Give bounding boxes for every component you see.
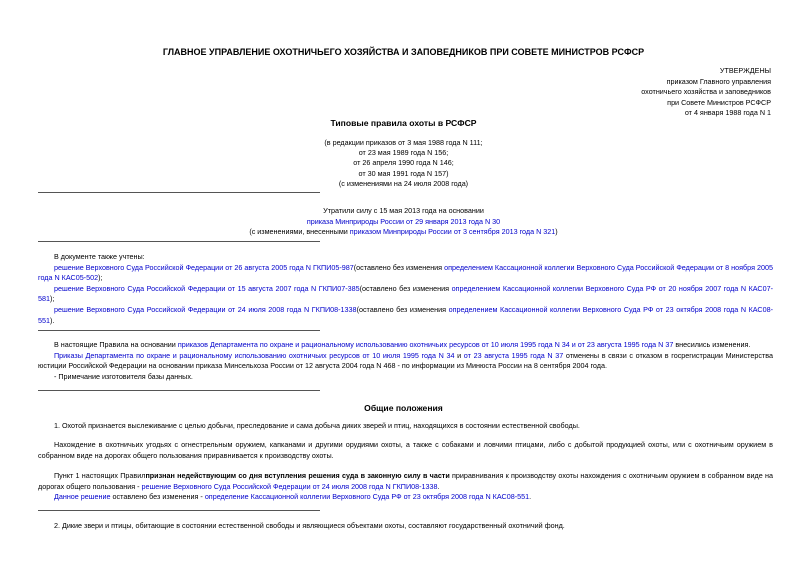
note-text: отменены в связи с отказом в госрегистрации Министерства юстиции Российской Федерации на основании приказа Минсельхоза России от 12 августа 2004 года N 468 - по информации из Минюста России на 8 сентября 2004 года. [38,350,774,371]
divider [38,390,320,391]
considered-block [38,252,773,326]
note-text: В настоящие Правила на основании [54,340,178,349]
court-decision-link[interactable]: решение Верховного Суда Российской Федерации от 15 августа 2007 года N ГКПИ07-385 [54,283,360,293]
considered-text: ); [50,294,55,304]
considered-text: (оставлено без изменения [353,262,445,272]
considered-text: (оставлено без изменения [356,304,449,314]
note-paragraph [38,351,773,372]
edition-line: от 26 апреля 1990 года N 146; [353,158,454,168]
considered-item [38,305,773,326]
court-decision-link[interactable]: решение Верховного Суда Российской Федерации от 26 августа 2005 года N ГКПИ05-987 [54,262,354,272]
body-text: . [437,481,440,491]
amendment-order-link[interactable]: приказом Минприроды России от 3 сентября 2013 года N 321 [349,227,556,237]
approval-line: приказом Главного управления [666,76,771,86]
body-paragraph-amended [38,471,773,492]
edition-line: от 30 мая 1991 года N 157) [358,168,449,178]
document-title: Типовые правила охоты в РСФСР [330,118,477,128]
db-note: - Примечание изготовителя базы данных. [54,371,193,381]
divider [38,241,320,242]
department-order-34-link[interactable]: Приказы Департамента по охране и рациональному использованию охотничьих ресурсов от 10 июля 1995 года N 34 [54,350,455,360]
repeal-line: Утратили силу с 15 мая 2013 года на основании [323,206,484,215]
department-order-37-link[interactable]: от 23 августа 1995 года N 37 [463,350,564,360]
divider [38,192,320,193]
editions-block [260,138,547,189]
edition-line: (в редакции приказов от 3 мая 1988 года N 111; [324,138,483,147]
body-text: . [529,492,532,501]
considered-text: ). [50,315,55,325]
repeal-text: (с изменениями, внесенными [249,227,350,237]
body-text: оставлено без изменения - [110,492,205,501]
department-orders-link[interactable]: приказов Департамента по охране и рациональному использованию охотничьих ресурсов от 10 июля 1995 года N 34 и от 23 августа 1995 года N 37 [177,340,674,349]
considered-text: ); [98,273,103,283]
body-text: приравнивания к производству охоты нахождения с охотничьим оружием в собранном виде на дорогах общего пользования - [38,471,773,491]
header-title: ГЛАВНОЕ УПРАВЛЕНИЕ ОХОТНИЧЬЕГО ХОЗЯЙСТВА И ЗАПОВЕДНИКОВ ПРИ СОВЕТЕ МИНИСТРОВ РСФСР [162,47,645,57]
body-paragraph: 1. Охотой признается выслеживание с целью добычи, преследование и сама добыча диких зверей и птиц, находящихся в состоянии естественной свободы. [54,421,580,430]
court-decision-link[interactable]: решение Верховного Суда Российской Федерации от 24 июля 2008 года N ГКПИ08-1338 [141,481,438,491]
invalid-notice: признан недействующим со дня вступления решения суда в законную силу в части [145,471,450,480]
edition-line: от 23 мая 1989 года N 156; [358,148,449,158]
decision-link[interactable]: Данное решение [54,492,111,501]
body-paragraph: 2. Дикие звери и птицы, обитающие в состоянии естественной свободы и являющиеся объектами охоты, составляют государственный охотничий фонд. [54,521,565,530]
cassation-link[interactable]: определением Кассационной коллегии Верховного Суда Российской Федерации от 8 ноября 2005 года N КАС05-502 [38,262,773,283]
notes-block [38,340,773,382]
note-paragraph [38,340,773,351]
approval-block [551,66,771,119]
edition-line: (с изменениями на 24 июля 2008 года) [338,178,469,188]
body-paragraph: Нахождение в охотничьих угодьях с огнестрельным оружием, капканами и другими орудиями охоты, а также с собаками и ловчими птицами, либо с добытой продукцией охоты, или с охотничьим оружием в собранном виде на дорогах общего пользования приравнивается к производству охоты. [38,440,773,460]
divider [38,330,320,331]
divider [38,510,320,511]
cassation-link[interactable]: определением Кассационной коллегии Верховного Суда РФ от 23 октября 2008 года N КАС08-551 [38,304,774,325]
court-decision-link[interactable]: решение Верховного Суда Российской Федерации от 24 июля 2008 года N ГКПИ08-1338 [54,304,357,314]
repeal-block [150,206,657,238]
approval-line: охотничьего хозяйства и заповедников [641,87,771,97]
body-text: Пункт 1 настоящих Правил [54,471,146,480]
considered-text: (оставлено без изменения [359,283,452,293]
note-text: и [454,350,464,360]
considered-item [38,263,773,284]
repeal-text: ) [555,227,558,237]
approval-line: при Совете Министров РСФСР [667,97,771,107]
approval-line: от 4 января 1988 года N 1 [684,108,771,118]
section-heading: Общие положения [364,403,443,413]
note-text: внесились изменения. [673,340,751,349]
considered-item [38,284,773,305]
cassation-link[interactable]: определение Кассационной коллегии Верховного Суда РФ от 23 октября 2008 года N КАС08-551 [204,492,530,501]
body-paragraph-decision [38,492,773,502]
repeal-order-link[interactable]: приказа Минприроды России от 29 января 2013 года N 30 [306,216,501,226]
approval-line: УТВЕРЖДЕНЫ [719,66,771,75]
considered-heading: В документе также учтены: [54,252,145,261]
cassation-link[interactable]: определением Кассационной коллегии Верховного Суда РФ от 20 ноября 2007 года N КАС07-581 [38,283,773,304]
